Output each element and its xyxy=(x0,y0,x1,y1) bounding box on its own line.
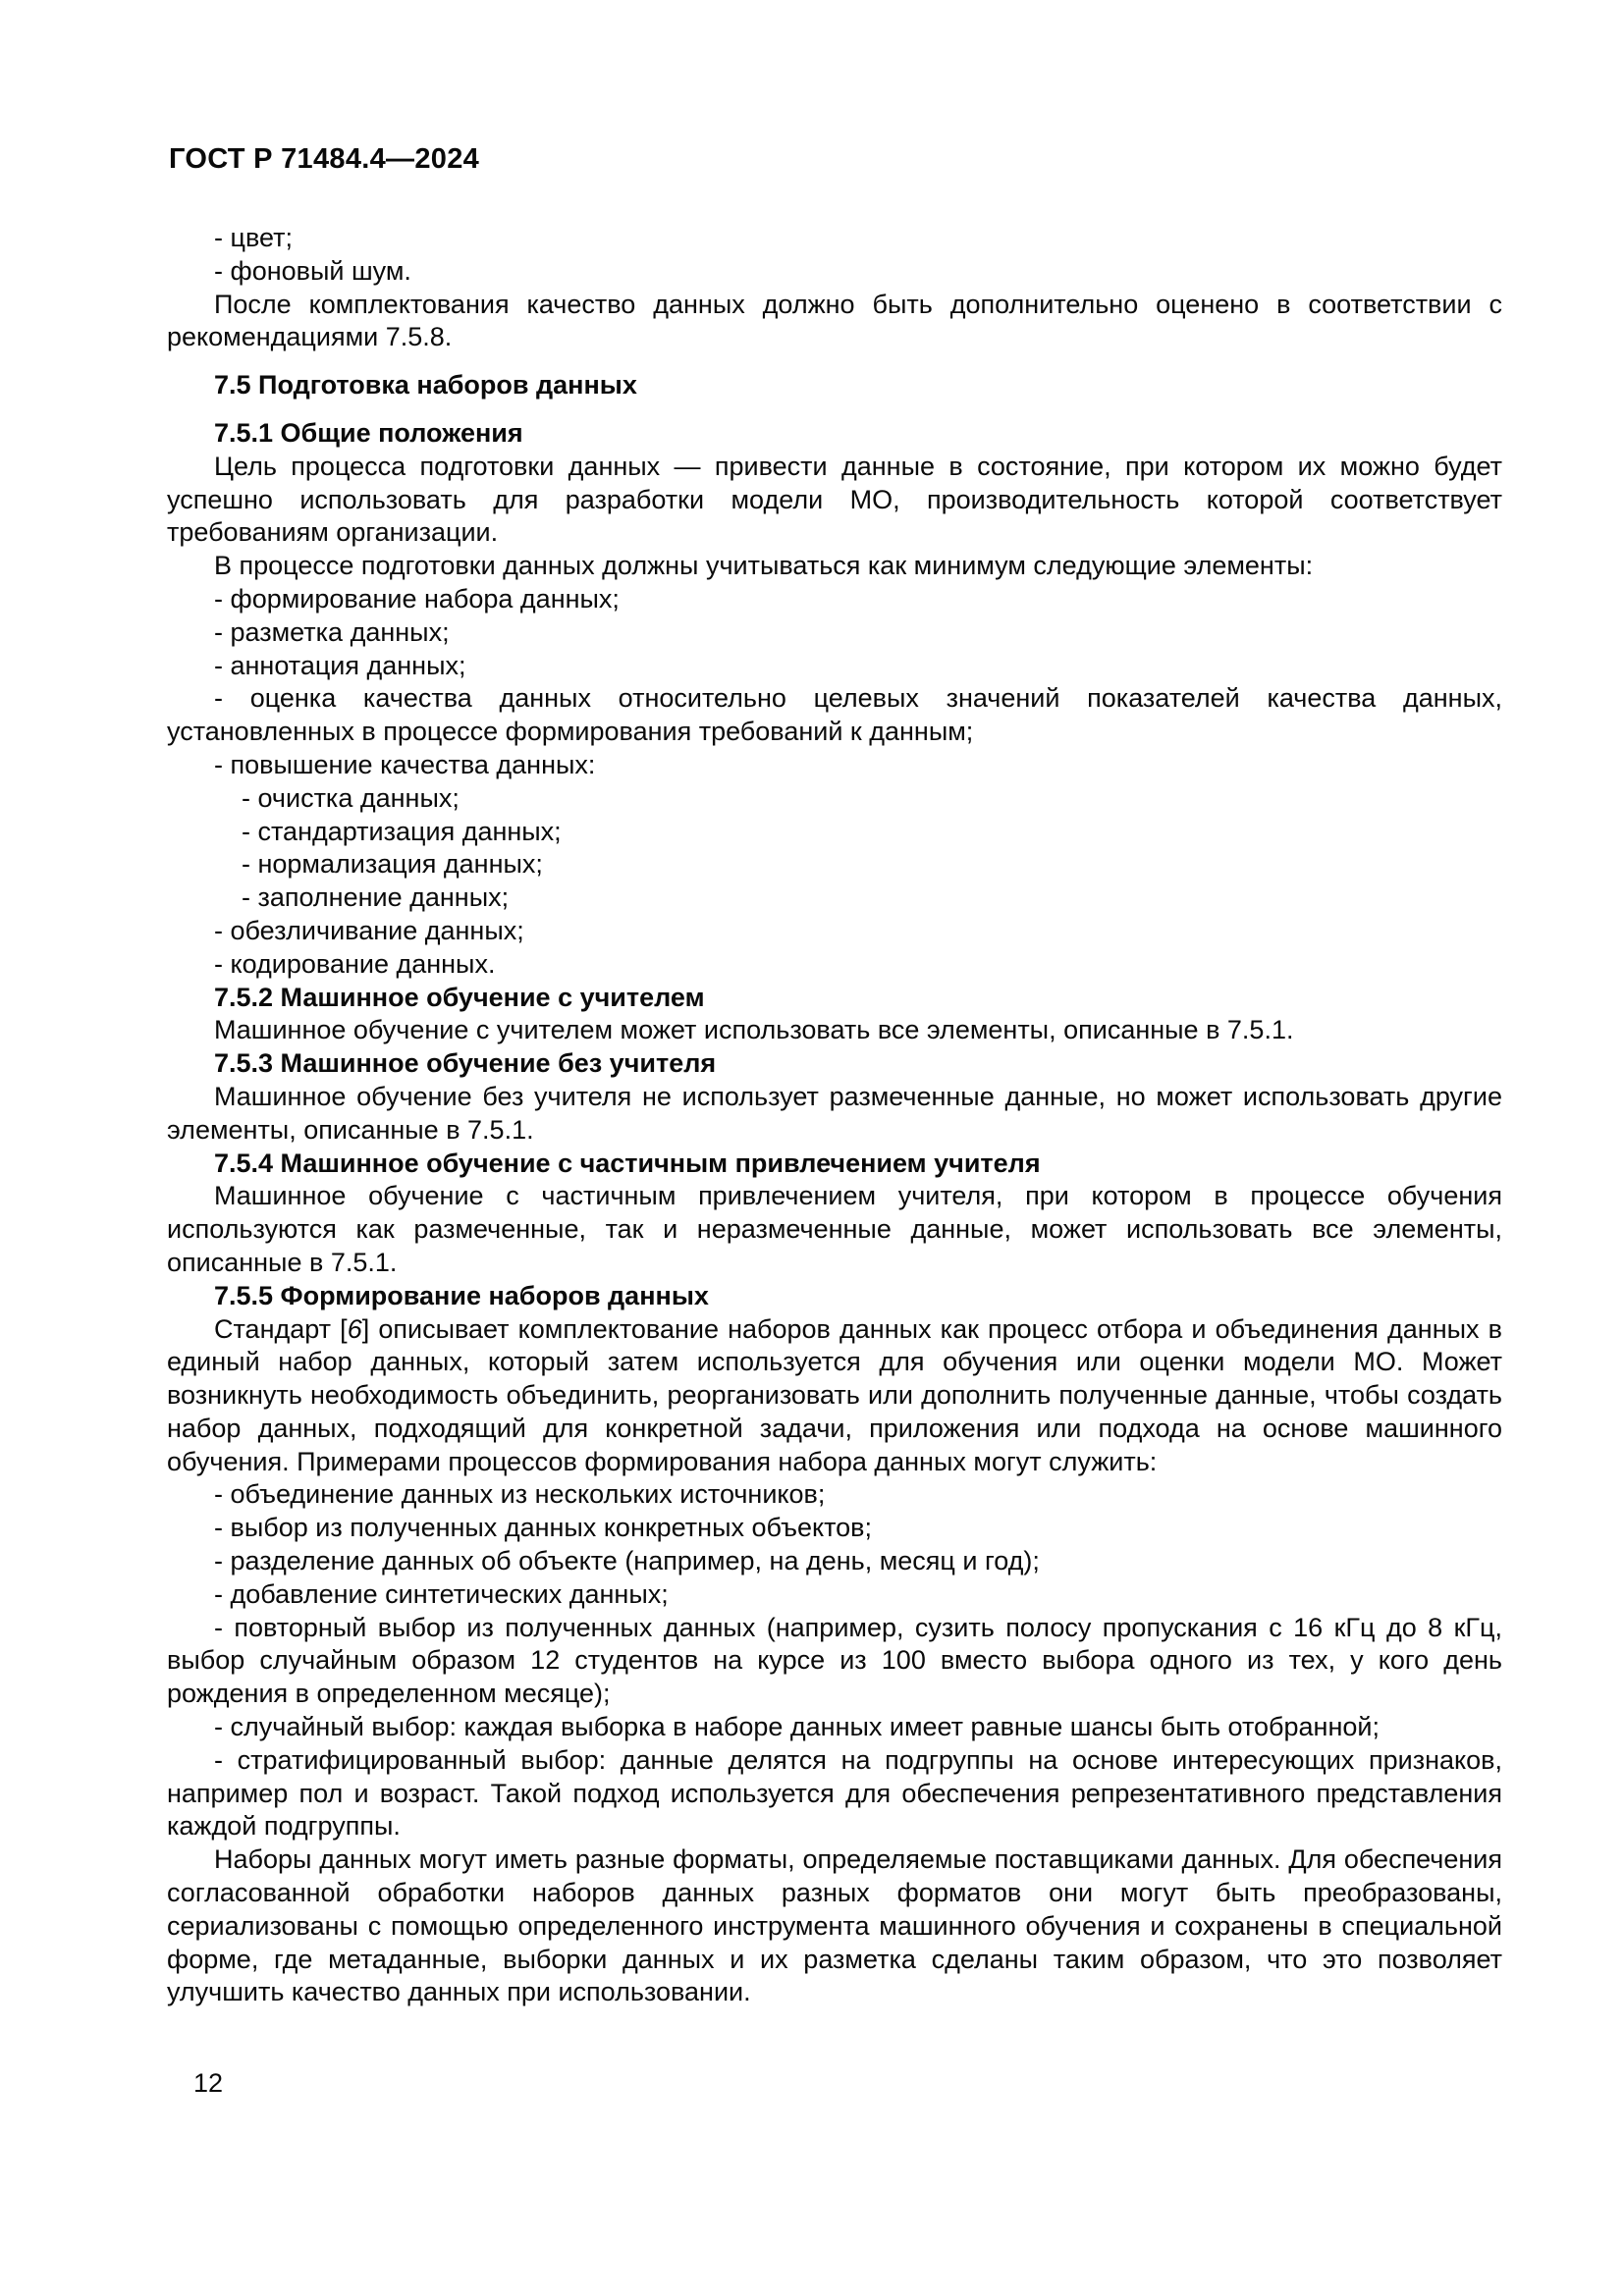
section-heading: 7.5.3 Машинное обучение без учителя xyxy=(214,1048,717,1079)
list-item: - аннотация данных; xyxy=(214,650,466,680)
list-item: - разделение данных об объекте (например, на день, месяц и год); xyxy=(214,1546,1040,1576)
document-body xyxy=(167,222,1502,2009)
list-item: - разметка данных; xyxy=(214,616,450,647)
paragraph-text: ] описывает комплектование наборов данных как процесс отбора и объединения данных в единый набор данных, который затем используется для обучения или оценки модели МО. Может возникнуть необходимость объединить, реорганизовать или дополнить полученные данные, чтобы создать набор данных, подходящий для конкретной задачи, приложения или подхода на основе машинного обучения. Примерами процессов формирования набора данных могут служить: xyxy=(167,1313,1502,1476)
list-item: - фоновый шум. xyxy=(214,255,411,286)
list-item: - стратифицированный выбор: данные делятся на подгруппы на основе интересующих признаков, например пол и возраст. Такой подход используется для обеспечения репрезентативного представления каждой подгруппы. xyxy=(167,1744,1502,1842)
section-heading: 7.5 Подготовка наборов данных xyxy=(214,370,637,400)
paragraph: Машинное обучение с учителем может использовать все элементы, описанные в 7.5.1. xyxy=(214,1015,1294,1045)
list-item: - повышение качества данных: xyxy=(214,749,596,779)
section-heading: 7.5.2 Машинное обучение с учителем xyxy=(214,982,705,1012)
paragraph: Наборы данных могут иметь разные форматы, определяемые поставщиками данных. Для обеспечения согласованной обработки наборов данных разных форматов они могут быть преобразованы, сериализованы с помощью определенного инструмента машинного обучения и сохранены в специальной форме, где метаданные, выборки данных и их разметка сделаны таким образом, что это позволяет улучшить качество данных при использовании. xyxy=(167,1844,1502,2007)
list-item: - цвет; xyxy=(214,223,293,252)
list-item: - объединение данных из нескольких источников; xyxy=(214,1479,826,1510)
list-item: - заполнение данных; xyxy=(242,882,510,913)
document-code-header: ГОСТ Р 71484.4—2024 xyxy=(169,143,480,175)
list-item: - оценка качества данных относительно целевых значений показателей качества данных, установленных в процессе формирования требований к данным; xyxy=(167,683,1502,747)
list-item: - случайный выбор: каждая выборка в наборе данных имеет равные шансы быть отобранной; xyxy=(214,1712,1380,1742)
list-item: - стандартизация данных; xyxy=(242,816,562,846)
paragraph xyxy=(167,1313,1502,1479)
list-item: - выбор из полученных данных конкретных объектов; xyxy=(214,1513,873,1543)
list-item: - нормализация данных; xyxy=(242,849,543,880)
list-item: - очистка данных; xyxy=(242,782,460,813)
list-item: - добавление синтетических данных; xyxy=(214,1578,669,1609)
section-heading: 7.5.5 Формирование наборов данных xyxy=(214,1280,709,1310)
list-item: - формирование набора данных; xyxy=(214,583,620,614)
list-item: - повторный выбор из полученных данных (например, сузить полосу пропускания с 16 кГц до 8 кГц, выбор случайным образом 12 студентов на курсе из 100 вместо выбора одного из тех, у кого день рождения в определенном месяце); xyxy=(167,1612,1502,1709)
paragraph: После комплектования качество данных должно быть дополнительно оценено в соответствии с рекомендациями 7.5.8. xyxy=(167,289,1502,352)
paragraph: В процессе подготовки данных должны учитываться как минимум следующие элементы: xyxy=(214,551,1314,581)
paragraph: Машинное обучение с частичным привлечением учителя, при котором в процессе обучения используются как размеченные, так и неразмеченные данные, может использовать все элементы, описанные в 7.5.1. xyxy=(167,1181,1502,1277)
section-heading: 7.5.1 Общие положения xyxy=(214,417,523,448)
section-heading: 7.5.4 Машинное обучение с частичным привлечением учителя xyxy=(214,1148,1041,1178)
list-item: - обезличивание данных; xyxy=(214,915,524,945)
page-number: 12 xyxy=(193,2068,224,2098)
paragraph: Цель процесса подготовки данных — привести данные в состояние, при котором их можно будет успешно использовать для разработки модели МО, производительность которой соответствует требованиям организации. xyxy=(167,451,1502,548)
paragraph-text: Стандарт [ xyxy=(214,1313,348,1344)
reference-number: 6 xyxy=(347,1313,362,1344)
list-item: - кодирование данных. xyxy=(214,948,496,979)
paragraph: Машинное обучение без учителя не использует размеченные данные, но может использовать другие элементы, описанные в 7.5.1. xyxy=(167,1081,1502,1145)
